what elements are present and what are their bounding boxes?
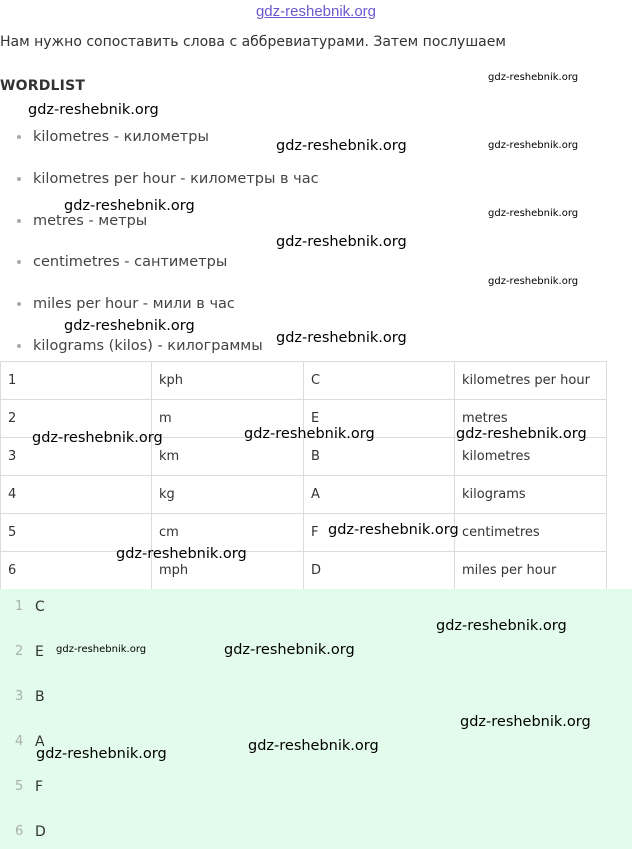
list-item: centimetres - сантиметры [0,241,319,283]
table-cell: miles per hour [455,552,607,590]
site-header-link[interactable]: gdz-reshebnik.org [255,3,377,20]
bullet-icon [17,135,21,139]
list-item: kilometres - километры [0,116,319,158]
watermark: gdz-reshebnik.org [224,642,355,658]
answer-number: 5 [15,779,24,794]
answer-number: 3 [15,689,24,704]
answer-letter: A [35,734,45,750]
table-cell: D [304,552,455,590]
table-cell: metres [455,400,607,438]
table-cell: F [304,514,455,552]
answer-letter: C [35,599,45,615]
bullet-icon [17,344,21,348]
table-cell: 2 [1,400,152,438]
watermark: gdz-reshebnik.org [488,208,579,219]
watermark: gdz-reshebnik.org [116,546,247,562]
watermark: gdz-reshebnik.org [32,430,163,446]
table-cell: 6 [1,552,152,590]
table-cell: cm [152,514,304,552]
watermark: gdz-reshebnik.org [488,72,579,83]
bullet-icon [17,260,21,264]
task-instruction: Нам нужно сопоставить слова с аббревиатурами. Затем послушаем [0,34,506,50]
watermark: gdz-reshebnik.org [460,714,591,730]
watermark: gdz-reshebnik.org [244,426,375,442]
table-cell: B [304,438,455,476]
answer-letter: B [35,689,45,705]
watermark: gdz-reshebnik.org [488,276,579,287]
table-row [1,400,607,438]
table-row [1,514,607,552]
answer-letter: E [35,644,44,660]
table-cell: m [152,400,304,438]
answer-number: 2 [15,644,24,659]
bullet-icon [17,219,21,223]
list-item: metres - метры [0,200,319,242]
watermark: gdz-reshebnik.org [456,426,587,442]
watermark: gdz-reshebnik.org [328,522,459,538]
watermark: gdz-reshebnik.org [64,198,195,214]
table-cell: mph [152,552,304,590]
watermark: gdz-reshebnik.org [56,644,147,655]
list-item: miles per hour - мили в час [0,283,319,325]
answer-letter: F [35,779,44,795]
answer-number: 6 [15,824,24,839]
table-cell: kilometres per hour [455,362,607,400]
list-item: kilograms (kilos) - килограммы [0,325,319,367]
table-row [1,552,607,590]
watermark: gdz-reshebnik.org [276,138,407,154]
table-cell: kilometres [455,438,607,476]
table-cell: kg [152,476,304,514]
table-row [1,438,607,476]
watermark: gdz-reshebnik.org [276,330,407,346]
table-cell: km [152,438,304,476]
table-cell: 3 [1,438,152,476]
table-cell: A [304,476,455,514]
watermark: gdz-reshebnik.org [276,234,407,250]
bullet-icon [17,302,21,306]
table-cell: C [304,362,455,400]
list-item: kilometres per hour - километры в час [0,158,319,200]
watermark: gdz-reshebnik.org [36,746,167,762]
wordlist-heading: WORDLIST [0,78,86,94]
answer-number: 1 [15,599,24,614]
table-row [1,362,607,400]
table-cell: kilograms [455,476,607,514]
answer-letter: D [35,824,46,840]
bullet-icon [17,177,21,181]
table-cell: centimetres [455,514,607,552]
answer-number: 4 [15,734,24,749]
watermark: gdz-reshebnik.org [28,102,159,118]
table-cell: 1 [1,362,152,400]
watermark: gdz-reshebnik.org [488,140,579,151]
table-cell: kph [152,362,304,400]
wordlist [0,116,319,367]
table-row [1,476,607,514]
watermark: gdz-reshebnik.org [436,618,567,634]
table-cell: 4 [1,476,152,514]
table-cell: E [304,400,455,438]
matching-table [0,361,607,590]
watermark: gdz-reshebnik.org [248,738,379,754]
watermark: gdz-reshebnik.org [64,318,195,334]
answers-panel [0,589,632,849]
table-cell: 5 [1,514,152,552]
